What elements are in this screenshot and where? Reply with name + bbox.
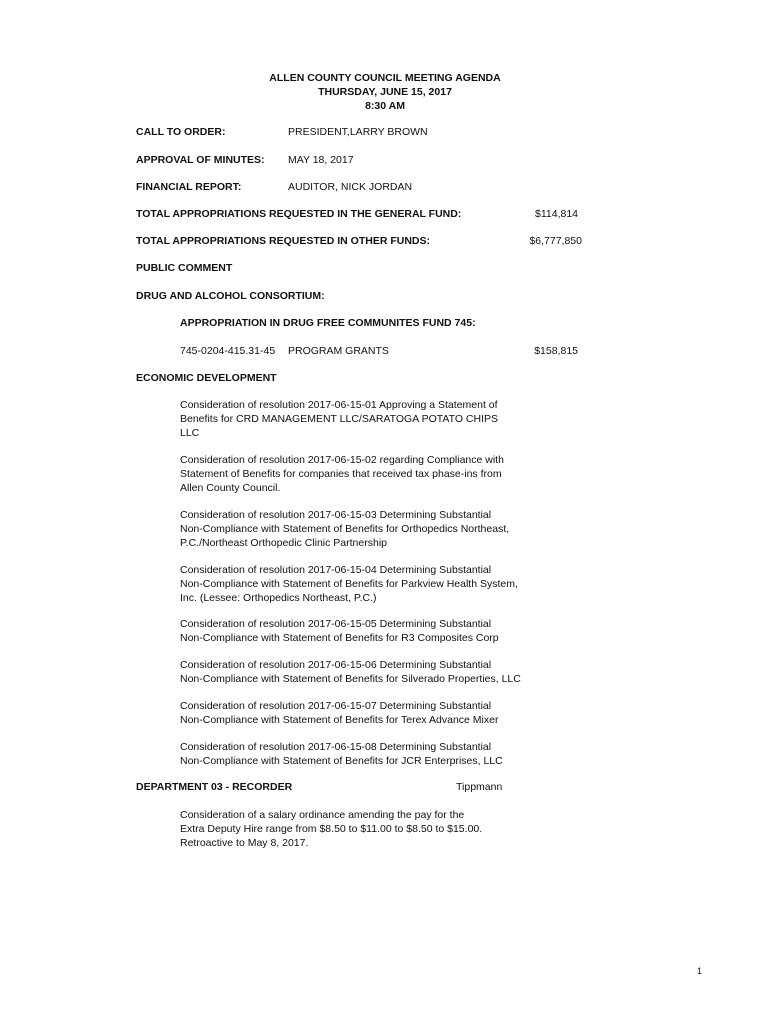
resolution-line: Consideration of resolution 2017-06-15-03 Determining Substantial [180, 509, 492, 521]
resolution-item [180, 699, 540, 727]
resolution-line: Consideration of resolution 2017-06-15-05 Determining Substantial [180, 618, 492, 630]
general-fund-label: TOTAL APPROPRIATIONS REQUESTED IN THE GENERAL FUND: [136, 208, 462, 220]
resolution-line: Consideration of resolution 2017-06-15-08 Determining Substantial [180, 741, 492, 753]
drug-account: 745-0204-415.31-45 [180, 345, 276, 357]
resolution-line: Consideration of resolution 2017-06-15-02 regarding Compliance with [180, 454, 504, 466]
resolution-line: Statement of Benefits for companies that received tax phase-ins from [180, 468, 502, 480]
drug-subheading: APPROPRIATION IN DRUG FREE COMMUNITES FUND 745: [180, 317, 476, 329]
recorder-presenter: Tippmann [456, 781, 503, 793]
resolution-line: Allen County Council. [180, 482, 281, 494]
general-fund-amount: $114,814 [534, 208, 578, 220]
resolution-item [180, 617, 540, 645]
ordinance-line: Retroactive to May 8, 2017. [180, 837, 309, 849]
resolution-item [180, 563, 540, 605]
salary-ordinance-item [180, 808, 540, 850]
resolution-item [180, 658, 540, 686]
drug-desc: PROGRAM GRANTS [288, 345, 389, 357]
resolution-line: Consideration of resolution 2017-06-15-07 Determining Substantial [180, 700, 492, 712]
resolution-line: Non-Compliance with Statement of Benefits for R3 Composites Corp [180, 632, 499, 644]
approval-label: APPROVAL OF MINUTES: [136, 154, 265, 166]
resolution-line: Non-Compliance with Statement of Benefits for JCR Enterprises, LLC [180, 755, 503, 767]
resolution-line: Non-Compliance with Statement of Benefits for Terex Advance Mixer [180, 714, 499, 726]
call-to-order-label: CALL TO ORDER: [136, 126, 226, 138]
resolution-item [180, 508, 540, 550]
agenda-title: ALLEN COUNTY COUNCIL MEETING AGENDA [269, 72, 501, 84]
resolution-line: Consideration of resolution 2017-06-15-04 Determining Substantial [180, 564, 492, 576]
other-funds-amount: $6,777,850 [529, 235, 582, 247]
page-number: 1 [697, 966, 703, 976]
financial-value: AUDITOR, NICK JORDAN [288, 181, 413, 193]
financial-label: FINANCIAL REPORT: [136, 181, 242, 193]
resolution-line: Benefits for CRD MANAGEMENT LLC/SARATOGA POTATO CHIPS [180, 413, 498, 425]
resolution-line: P.C./Northeast Orthopedic Clinic Partnership [180, 537, 387, 549]
resolution-line: Non-Compliance with Statement of Benefits for Orthopedics Northeast, [180, 523, 510, 535]
drug-amount: $158,815 [534, 345, 578, 357]
resolution-item [180, 453, 540, 495]
public-comment-heading: PUBLIC COMMENT [136, 262, 233, 274]
resolution-item [180, 740, 540, 768]
resolution-item [180, 398, 540, 440]
resolution-line: Non-Compliance with Statement of Benefits for Silverado Properties, LLC [180, 673, 521, 685]
approval-value: MAY 18, 2017 [288, 154, 354, 166]
economic-heading: ECONOMIC DEVELOPMENT [136, 372, 277, 384]
drug-heading: DRUG AND ALCOHOL CONSORTIUM: [136, 290, 325, 302]
resolution-line: Non-Compliance with Statement of Benefits for Parkview Health System, [180, 578, 518, 590]
resolution-line: Inc. (Lessee: Orthopedics Northeast, P.C.) [180, 592, 377, 604]
ordinance-line: Consideration of a salary ordinance amending the pay for the [180, 809, 465, 821]
ordinance-line: Extra Deputy Hire range from $8.50 to $11.00 to $8.50 to $15.00. [180, 823, 483, 835]
resolution-line: Consideration of resolution 2017-06-15-06 Determining Substantial [180, 659, 492, 671]
agenda-date: THURSDAY, JUNE 15, 2017 [318, 86, 452, 98]
recorder-heading: DEPARTMENT 03 - RECORDER [136, 781, 293, 793]
other-funds-label: TOTAL APPROPRIATIONS REQUESTED IN OTHER FUNDS: [136, 235, 431, 247]
agenda-time: 8:30 AM [365, 100, 405, 112]
resolution-line: Consideration of resolution 2017-06-15-01 Approving a Statement of [180, 399, 498, 411]
resolution-line: LLC [180, 427, 200, 439]
call-to-order-value: PRESIDENT,LARRY BROWN [288, 126, 428, 138]
